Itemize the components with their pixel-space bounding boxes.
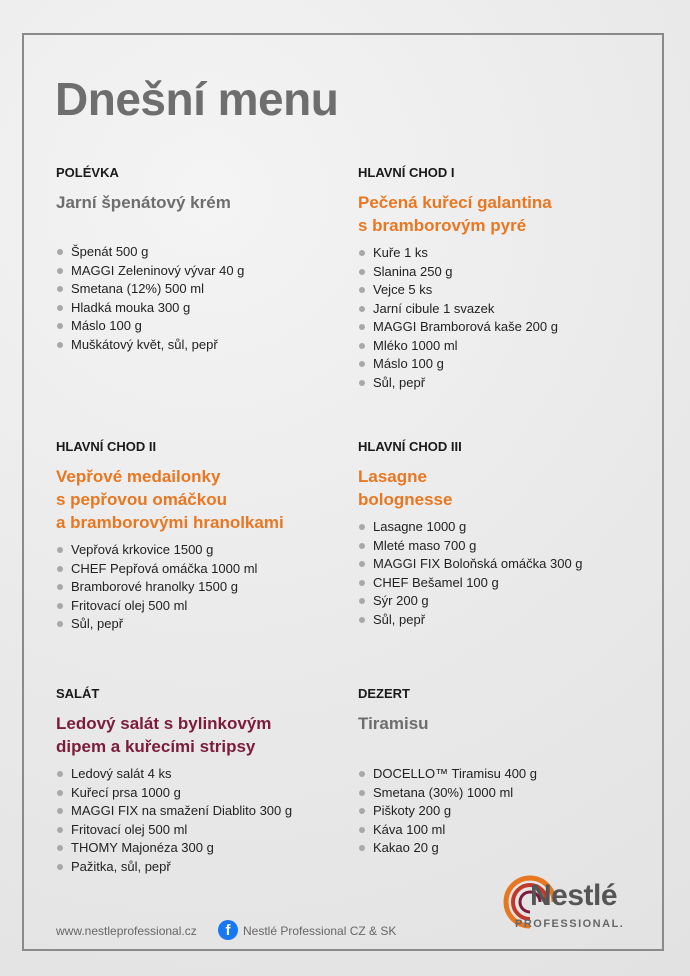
list-item: Kakao 20 g [358, 839, 658, 858]
list-item: Mléko 1000 ml [358, 337, 658, 356]
list-item: Ledový salát 4 ks [56, 765, 356, 784]
dish-name-line: Lasagne [358, 467, 427, 486]
list-item: Káva 100 ml [358, 821, 658, 840]
section-hlavni-chod-1 [358, 165, 658, 392]
list-item: DOCELLO™ Tiramisu 400 g [358, 765, 658, 784]
dish-name [56, 465, 356, 534]
section-salat [56, 686, 356, 876]
section-label: SALÁT [56, 686, 100, 701]
dish-name-line: Vepřové medailonky [56, 467, 221, 486]
section-label: DEZERT [358, 686, 410, 701]
dish-name [358, 191, 658, 237]
list-item: Bramborové hranolky 1500 g [56, 578, 356, 597]
ingredient-list [56, 541, 356, 634]
dish-name-line: dipem a kuřecími stripsy [56, 737, 256, 756]
dish-name [358, 465, 658, 511]
list-item: MAGGI Bramborová kaše 200 g [358, 318, 658, 337]
facebook-icon[interactable]: f [218, 920, 238, 940]
section-hlavni-chod-2 [56, 439, 356, 634]
list-item: Sýr 200 g [358, 592, 658, 611]
list-item: Fritovací olej 500 ml [56, 597, 356, 616]
dish-name-line: Ledový salát s bylinkovým [56, 714, 272, 733]
dish-name [358, 712, 658, 735]
dish-name-line: a bramborovými hranolkami [56, 513, 284, 532]
dish-name-line: Pečená kuřecí galantina [358, 193, 552, 212]
list-item: Jarní cibule 1 svazek [358, 300, 658, 319]
section-label: POLÉVKA [56, 165, 119, 180]
list-item: CHEF Bešamel 100 g [358, 574, 658, 593]
list-item: Hladká mouka 300 g [56, 299, 356, 318]
section-label: HLAVNÍ CHOD III [358, 439, 462, 454]
dish-name-line: Jarní špenátový krém [56, 193, 231, 212]
list-item: Piškoty 200 g [358, 802, 658, 821]
list-item: Smetana (12%) 500 ml [56, 280, 356, 299]
list-item: Vejce 5 ks [358, 281, 658, 300]
ingredient-list [358, 244, 658, 392]
section-label: HLAVNÍ CHOD II [56, 439, 157, 454]
list-item: MAGGI FIX Boloňská omáčka 300 g [358, 555, 658, 574]
dish-name-line: s pepřovou omáčkou [56, 490, 227, 509]
website-link[interactable]: www.nestleprofessional.cz [56, 924, 197, 938]
list-item: Lasagne 1000 g [358, 518, 658, 537]
list-item: Vepřová krkovice 1500 g [56, 541, 356, 560]
list-item: Špenát 500 g [56, 243, 356, 262]
logo-subtitle: PROFESSIONAL. [515, 918, 625, 930]
section-hlavni-chod-3 [358, 439, 658, 629]
list-item: Sůl, pepř [358, 374, 658, 393]
dish-name [56, 191, 356, 214]
list-item: Muškátový květ, sůl, pepř [56, 336, 356, 355]
list-item: Slanina 250 g [358, 263, 658, 282]
list-item: MAGGI Zeleninový vývar 40 g [56, 262, 356, 281]
logo-wordmark: Nestlé [530, 879, 618, 912]
list-item: Máslo 100 g [56, 317, 356, 336]
list-item: Smetana (30%) 1000 ml [358, 784, 658, 803]
list-item: Kuře 1 ks [358, 244, 658, 263]
ingredient-list [56, 243, 356, 354]
list-item: Sůl, pepř [56, 615, 356, 634]
list-item: Kuřecí prsa 1000 g [56, 784, 356, 803]
section-label: HLAVNÍ CHOD I [358, 165, 455, 180]
ingredient-list [358, 518, 658, 629]
ingredient-list [358, 765, 658, 858]
list-item: Mleté maso 700 g [358, 537, 658, 556]
dish-name-line: bolognesse [358, 490, 453, 509]
dish-name-line: s bramborovým pyré [358, 216, 527, 235]
list-item: CHEF Pepřová omáčka 1000 ml [56, 560, 356, 579]
nestle-professional-logo [500, 872, 640, 938]
list-item: MAGGI FIX na smažení Diablito 300 g [56, 802, 356, 821]
list-item: Fritovací olej 500 ml [56, 821, 356, 840]
section-polevka [56, 165, 356, 354]
facebook-link[interactable]: Nestlé Professional CZ & SK [243, 924, 397, 938]
section-dezert [358, 686, 658, 858]
list-item: Pažitka, sůl, pepř [56, 858, 356, 877]
dish-name-line: Tiramisu [358, 714, 429, 733]
page-title: Dnešní menu [55, 73, 339, 125]
dish-name [56, 712, 356, 758]
ingredient-list [56, 765, 356, 876]
list-item: Máslo 100 g [358, 355, 658, 374]
list-item: THOMY Majonéza 300 g [56, 839, 356, 858]
list-item: Sůl, pepř [358, 611, 658, 630]
